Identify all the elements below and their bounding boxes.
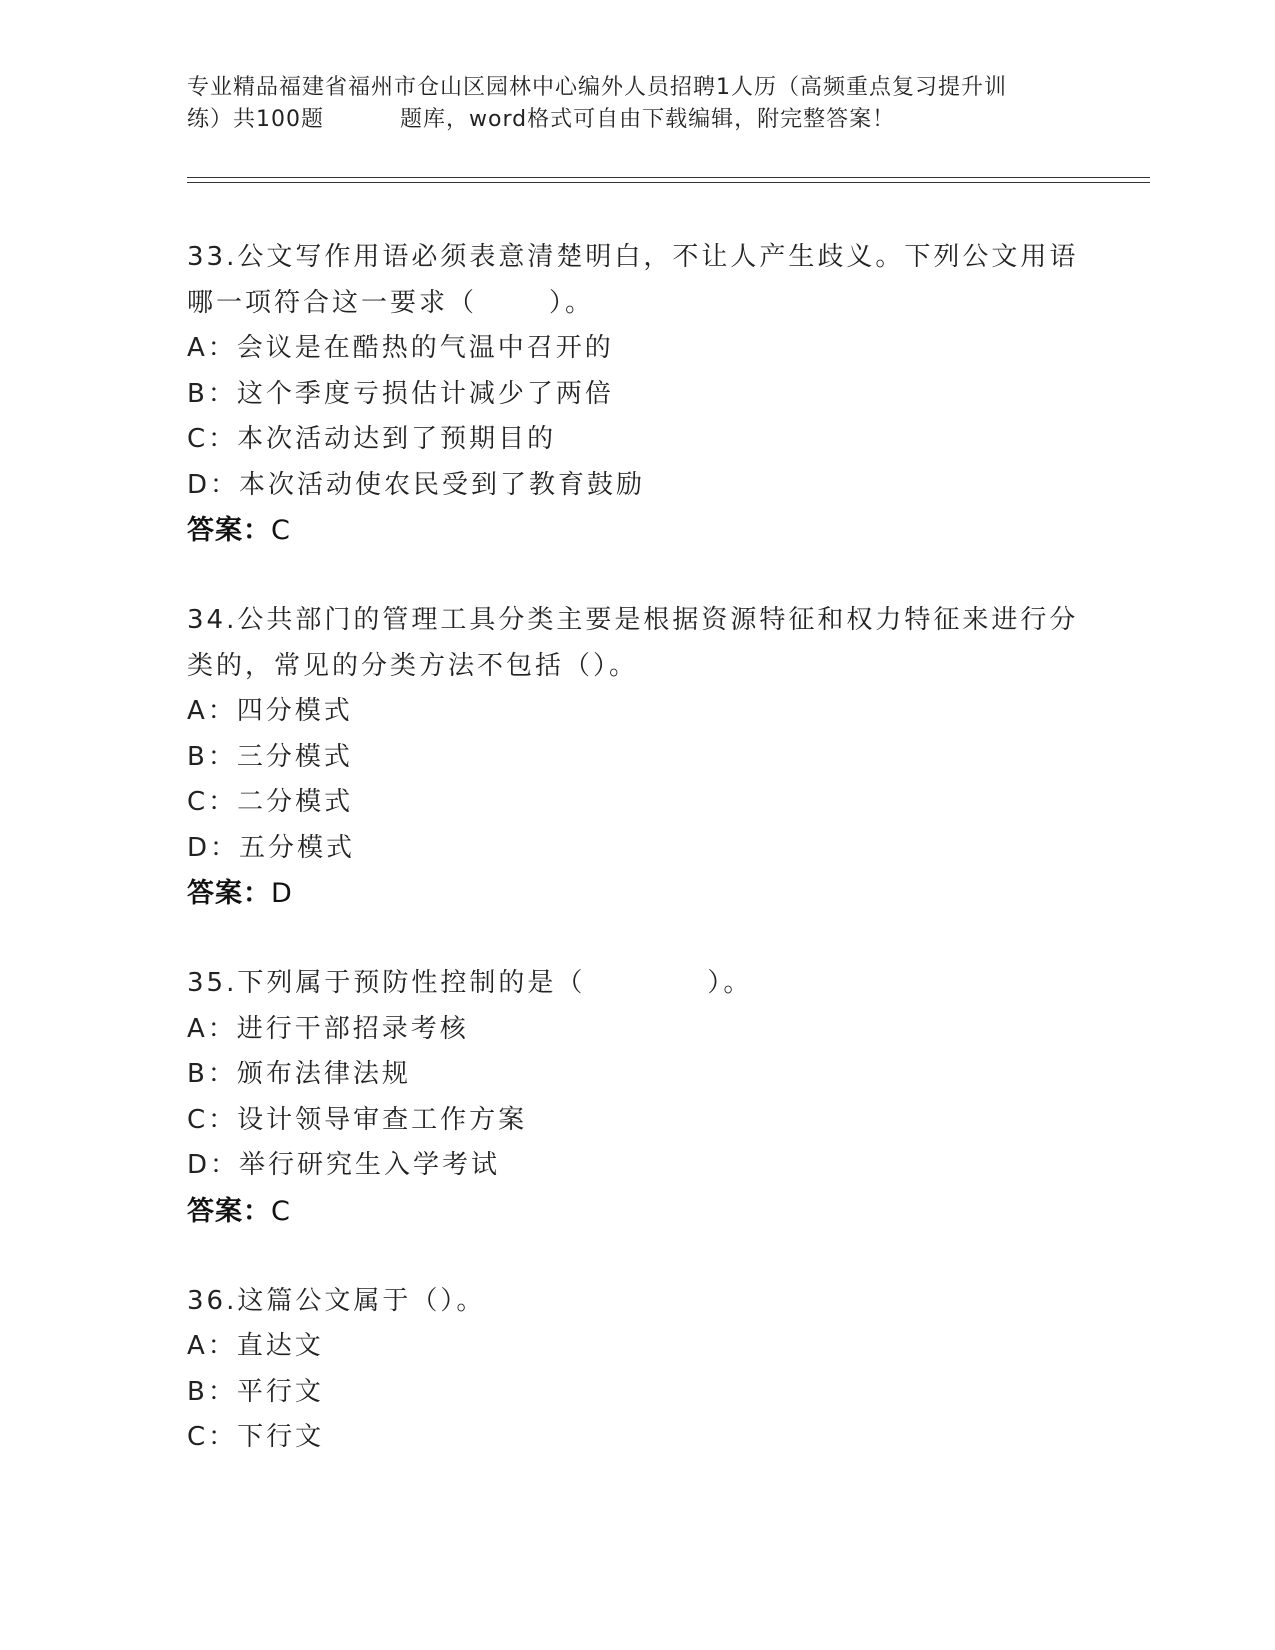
question-33 [187, 235, 1087, 554]
header-line-2 [187, 104, 1087, 136]
answer-value: C [271, 515, 291, 546]
document-header [187, 72, 1087, 136]
answer-label: 答案： [187, 1195, 271, 1227]
option-a: A：会议是在酷热的气温中召开的 [187, 333, 614, 363]
answer-line [187, 508, 1087, 554]
answer-value: D [271, 878, 293, 909]
option-b: B：颁布法律法规 [187, 1059, 411, 1089]
question-stem-part: ）。 [707, 968, 753, 998]
question-stem-continued: 类的，常见的分类方法不包括（）。 [187, 650, 639, 681]
question-35 [187, 961, 1087, 1235]
question-stem-part: 35.下列属于预防性控制的是（ [187, 968, 586, 998]
answer-line [187, 871, 1087, 917]
answer-value: C [271, 1195, 291, 1227]
question-36 [187, 1279, 1087, 1461]
answer-line [187, 1189, 1087, 1235]
question-stem: 34.公共部门的管理工具分类主要是根据资源特征和权力特征来进行分 [187, 605, 1079, 635]
header-line-2-part-b: 题库，word格式可自由下载编辑，附完整答案！ [400, 107, 896, 132]
option-c: C：本次活动达到了预期目的 [187, 424, 557, 454]
header-line-1: 专业精品福建省福州市仓山区园林中心编外人员招聘1人历（高频重点复习提升训 [187, 75, 1007, 100]
header-line-2-part-a: 练）共100题 [187, 107, 324, 132]
option-c: C：下行文 [187, 1422, 325, 1452]
question-stem: 36.这篇公文属于（）。 [187, 1285, 486, 1316]
question-stem-part: 哪一项符合这一要求（ [187, 287, 478, 318]
option-c: C：设计领导审查工作方案 [187, 1104, 528, 1135]
option-d: D：五分模式 [187, 832, 356, 863]
question-stem-continued [187, 281, 1087, 327]
answer-label: 答案： [187, 878, 271, 909]
option-b: B：三分模式 [187, 741, 353, 772]
option-d: D：举行研究生入学考试 [187, 1150, 501, 1180]
question-stem [187, 961, 1087, 1007]
header-divider-top [187, 177, 1150, 178]
question-stem-part: ）。 [549, 287, 595, 318]
option-c: C：二分模式 [187, 787, 354, 817]
question-34 [187, 598, 1087, 917]
option-b: B：这个季度亏损估计减少了两倍 [187, 378, 614, 409]
option-b: B：平行文 [187, 1376, 324, 1407]
answer-label: 答案： [187, 515, 271, 546]
option-d: D：本次活动使农民受到了教育鼓励 [187, 469, 646, 500]
option-a: A：直达文 [187, 1331, 324, 1361]
question-stem: 33.公文写作用语必须表意清楚明白，不让人产生歧义。下列公文用语 [187, 242, 1079, 272]
header-divider-bottom [187, 182, 1150, 183]
question-list [187, 235, 1087, 1505]
option-a: A：进行干部招录考核 [187, 1013, 469, 1044]
option-a: A：四分模式 [187, 696, 353, 726]
